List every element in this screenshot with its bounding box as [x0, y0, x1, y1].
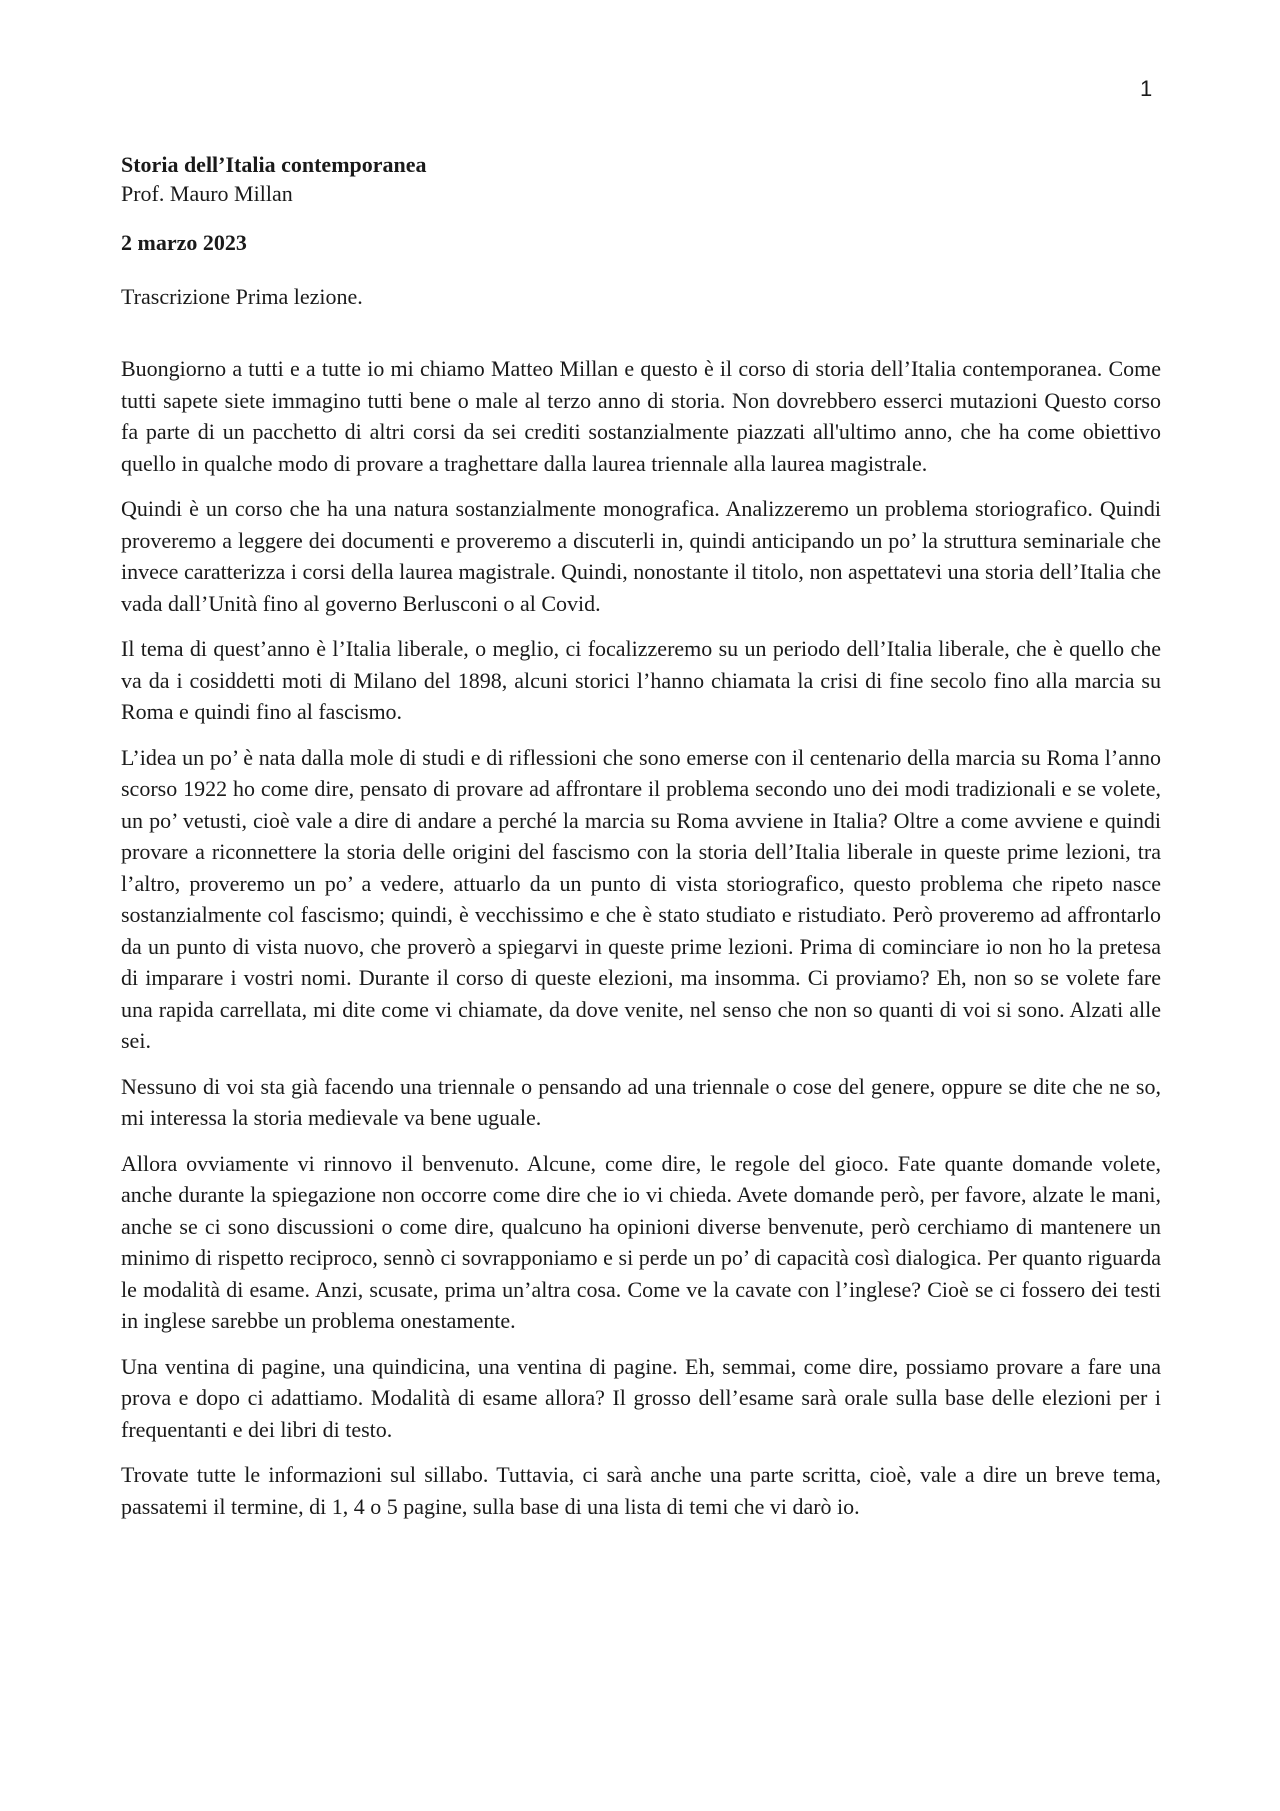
paragraph: Allora ovviamente vi rinnovo il benvenuto. Alcune, come dire, le regole del gioco. Fate quante domande volete, anche durante la spiegazione non occorre come dire che io vi chieda. Avete domande però, per favore, alzate le mani, anche se ci sono discussioni o come dire, qualcuno ha opinioni diverse benvenute, però cerchiamo di mantenere un minimo di rispetto reciproco, sennò ci sovrapponiamo e si perde un po’ di capacità così dialogica. Per quanto riguarda le modalità di esame. Anzi, scusate, prima un’altra cosa. Come ve la cavate con l’inglese? Cioè se ci fossero dei testi in inglese sarebbe un problema onestamente.	[121, 1150, 1161, 1333]
course-title: Storia dell’Italia contemporanea	[121, 152, 427, 177]
professor-name: Prof. Mauro Millan	[121, 181, 293, 206]
paragraph: Una ventina di pagine, una quindicina, una ventina di pagine. Eh, semmai, come dire, possiamo provare a fare una prova e dopo ci adattiamo. Modalità di esame allora? Il grosso dell’esame sarà orale sulla base delle elezioni per i frequentanti e dei libri di testo.	[121, 1353, 1161, 1442]
transcript-label: Trascrizione Prima lezione.	[121, 284, 363, 309]
lesson-date: 2 marzo 2023	[121, 230, 247, 255]
paragraph: Buongiorno a tutti e a tutte io mi chiamo Matteo Millan e questo è il corso di storia dell’Italia contemporanea. Come tutti sapete siete immagino tutti bene o male al terzo anno di storia. Non dovrebbero esserci mutazioni Questo corso fa parte di un pacchetto di altri corsi da sei crediti sostanzialmente piazzati all'ultimo anno, che ha come obiettivo quello in qualche modo di provare a traghettare dalla laurea triennale alla laurea magistrale.	[121, 356, 1161, 476]
transcript-body	[121, 353, 1161, 1522]
paragraph: Quindi è un corso che ha una natura sostanzialmente monografica. Analizzeremo un problema storiografico. Quindi proveremo a leggere dei documenti e proveremo a discuterli in, quindi anticipando un po’ la struttura seminariale che invece caratterizza i corsi della laurea magistrale. Quindi, nonostante il titolo, non aspettatevi una storia dell’Italia che vada dall’Unità fino al governo Berlusconi o al Covid.	[121, 496, 1161, 616]
paragraph: Nessuno di voi sta già facendo una triennale o pensando ad una triennale o cose del genere, oppure se dite che ne so, mi interessa la storia medievale va bene uguale.	[121, 1073, 1161, 1130]
paragraph: Trovate tutte le informazioni sul sillabo. Tuttavia, ci sarà anche una parte scritta, cioè, vale a dire un breve tema, passatemi il termine, di 1, 4 o 5 pagine, sulla base di una lista di temi che vi darò io.	[121, 1462, 1161, 1519]
document-content	[121, 150, 1161, 1536]
page-number: 1	[1140, 76, 1153, 101]
paragraph: L’idea un po’ è nata dalla mole di studi e di riflessioni che sono emerse con il centenario della marcia su Roma l’anno scorso 1922 ho come dire, pensato di provare ad affrontare il problema secondo uno dei modi tradizionali e se volete, un po’ vetusti, cioè vale a dire di andare a perché la marcia su Roma avviene in Italia? Oltre a come avviene e quindi provare a riconnettere la storia delle origini del fascismo con la storia dell’Italia liberale in queste prime lezioni, tra l’altro, proveremo un po’ a vedere, attuarlo da un punto di vista storiografico, questo problema che ripeto nasce sostanzialmente col fascismo; quindi, è vecchissimo e che è stato studiato e ristudiato. Però proveremo ad affrontarlo da un punto di vista nuovo, che proverò a spiegarvi in queste prime lezioni. Prima di cominciare io non ho la pretesa di imparare i vostri nomi. Durante il corso di queste elezioni, ma insomma. Ci proviamo? Eh, non so se volete fare una rapida carrellata, mi dite come vi chiamate, da dove venite, nel senso che non so quanti di voi si sono. Alzati alle sei.	[121, 744, 1161, 1053]
paragraph: Il tema di quest’anno è l’Italia liberale, o meglio, ci focalizzeremo su un periodo dell’Italia liberale, che è quello che va da i cosiddetti moti di Milano del 1898, alcuni storici l’hanno chiamata la crisi di fine secolo fino alla marcia su Roma e quindi fino al fascismo.	[121, 636, 1161, 724]
